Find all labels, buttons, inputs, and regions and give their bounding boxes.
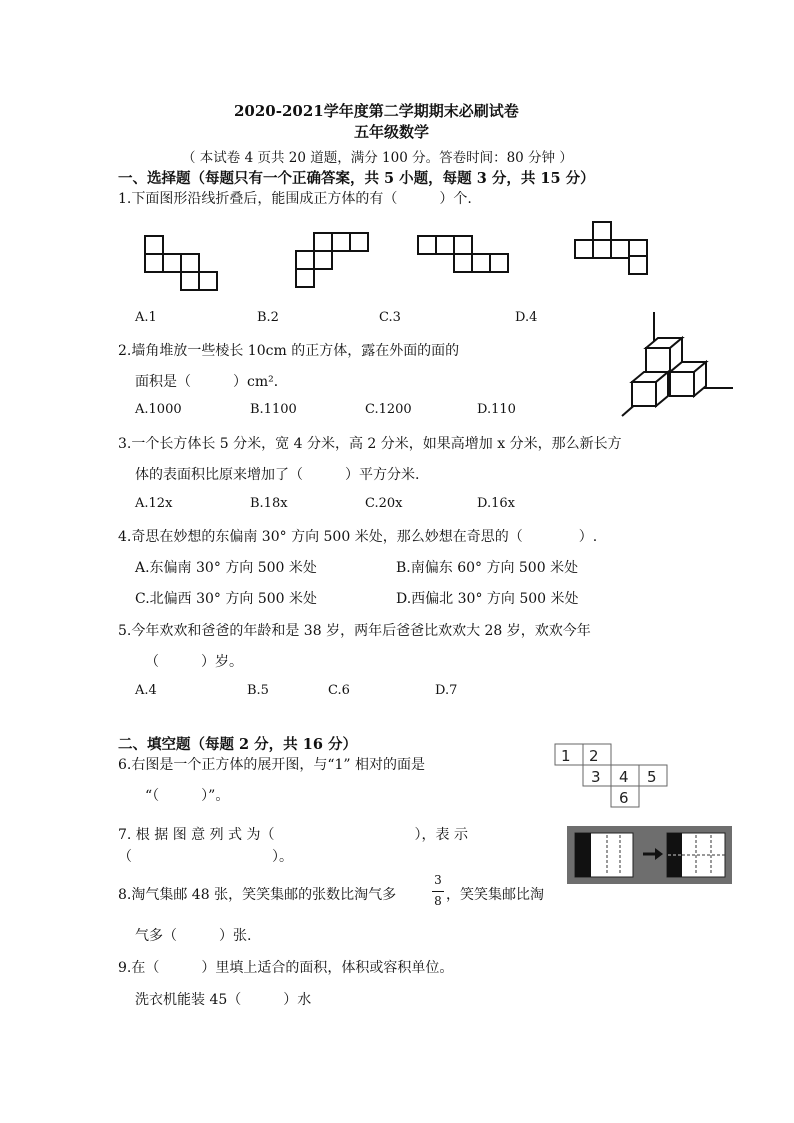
- q2-line2: 面积是（ ）cm²．: [135, 374, 288, 390]
- q8-fraction-denominator: 8: [434, 894, 442, 908]
- fraction-shading-figure: [567, 826, 732, 884]
- cube-net-figure: [555, 742, 673, 812]
- q5-option-c: C.6: [328, 683, 350, 698]
- q3-line1: 3.一个长方体长 5 分米，宽 4 分米，高 2 分米，如果高增加 x 分米，那么新长方: [118, 436, 622, 452]
- q4-option-a: A.东偏南 30° 方向 500 米处: [135, 560, 317, 576]
- q1-net-d: [571, 218, 651, 278]
- exam-note: （ 本试卷 4 页共 20 道题，满分 100 分。答卷时间：80 分钟 ）: [182, 150, 573, 166]
- q1-net-b: [290, 229, 372, 291]
- q7-line1: 7. 根 据 图 意 列 式 为（ ），表 示: [118, 827, 468, 843]
- q1-net-c: [414, 232, 510, 274]
- q3-option-c: C.20x: [365, 496, 403, 511]
- q2-option-a: A.1000: [135, 402, 182, 417]
- q1-net-a: [140, 232, 220, 294]
- q6-line1: 6.右图是一个正方体的展开图，与“1” 相对的面是: [118, 757, 426, 773]
- net-label-5: 5: [647, 768, 657, 786]
- q1-option-b: B.2: [257, 310, 279, 325]
- exam-title: 2020-2021学年度第二学期期末必刷试卷: [234, 102, 519, 120]
- q7-line2: （ ）。: [118, 849, 293, 865]
- net-label-2: 2: [589, 747, 599, 765]
- q4-option-b: B.南偏东 60° 方向 500 米处: [396, 560, 579, 576]
- q4-option-d: D.西偏北 30° 方向 500 米处: [396, 591, 579, 607]
- q2-option-c: C.1200: [365, 402, 412, 417]
- q1-option-a: A.1: [135, 310, 157, 325]
- q1-option-c: C.3: [379, 310, 401, 325]
- q6-line2: “（ ）”。: [145, 788, 230, 804]
- q3-option-d: D.16x: [477, 496, 515, 511]
- q4-option-c: C.北偏西 30° 方向 500 米处: [135, 591, 317, 607]
- q5-option-d: D.7: [435, 683, 458, 698]
- q5-option-a: A.4: [135, 683, 157, 698]
- q3-option-b: B.18x: [250, 496, 288, 511]
- q3-line2: 体的表面积比原来增加了（ ）平方分米.: [135, 467, 420, 483]
- net-label-1: 1: [561, 747, 571, 765]
- q8-line1-a: 8.淘气集邮 48 张，笑笑集邮的张数比淘气多: [118, 887, 397, 903]
- q9-line2: 洗衣机能装 45（ ）水: [135, 992, 312, 1008]
- q1-text: 1.下面图形沿线折叠后，能围成正方体的有（ ）个.: [118, 191, 472, 207]
- q2-option-d: D.110: [477, 402, 516, 417]
- q8-line1-b: ，笑笑集邮比淘: [446, 887, 544, 903]
- q8-fraction-numerator: 3: [434, 873, 442, 887]
- net-label-3: 3: [591, 768, 601, 786]
- q3-option-a: A.12x: [135, 496, 173, 511]
- q2-line1: 2.墙角堆放一些棱长 10cm 的正方体，露在外面的面的: [118, 343, 460, 359]
- q5-line2: （ ）岁。: [145, 654, 243, 670]
- exam-subtitle: 五年级数学: [354, 123, 430, 141]
- net-label-6: 6: [619, 789, 629, 807]
- q5-option-b: B.5: [247, 683, 269, 698]
- q8-fraction-bar: [432, 891, 444, 892]
- q5-line1: 5.今年欢欢和爸爸的年龄和是 38 岁，两年后爸爸比欢欢大 28 岁，欢欢今年: [118, 623, 591, 639]
- q4-text: 4.奇思在妙想的东偏南 30° 方向 500 米处，那么妙想在奇思的（ ）.: [118, 529, 598, 545]
- net-label-4: 4: [619, 768, 629, 786]
- corner-cubes-figure: [620, 308, 735, 423]
- section1-title: 一、选择题（每题只有一个正确答案，共 5 小题，每题 3 分，共 15 分）: [118, 170, 595, 187]
- q1-option-d: D.4: [515, 310, 538, 325]
- q2-option-b: B.1100: [250, 402, 297, 417]
- section2-title: 二、填空题（每题 2 分，共 16 分）: [118, 736, 357, 753]
- q8-line2: 气多（ ）张.: [135, 928, 252, 944]
- q9-line1: 9.在（ ）里填上适合的面积，体积或容积单位。: [118, 960, 454, 976]
